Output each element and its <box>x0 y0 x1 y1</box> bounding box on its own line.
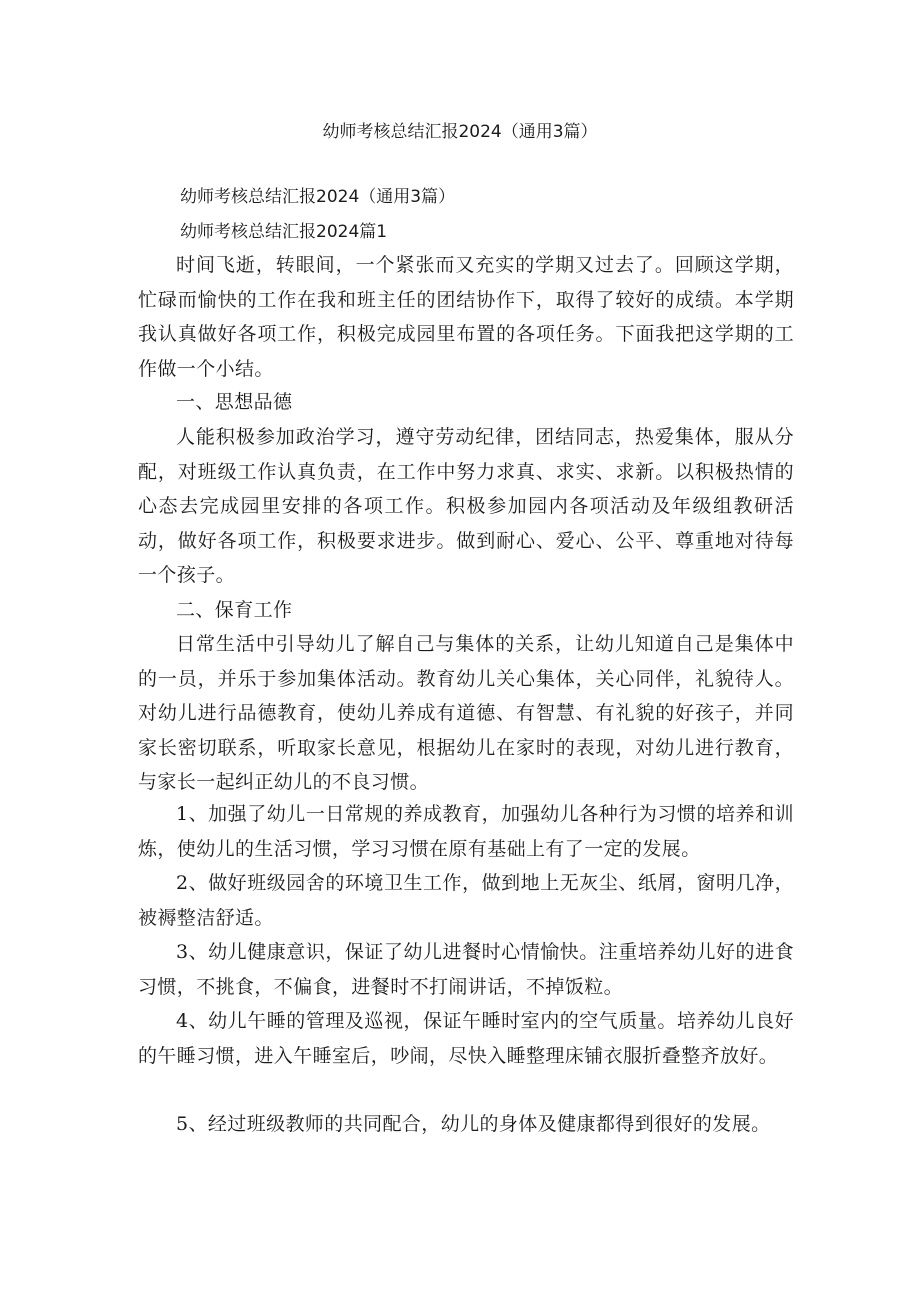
section-body-text: 人能积极参加政治学习，遵守劳动纪律，团结同志，热爱集体，服从分配，对班级工作认真负责，在工作中努力求真、求实、求新。以积极热情的心态去完成园里安排的各项工作。积极参加园内各项活动及年级组教研活动，做好各项工作，积极要求进步。做到耐心、爱心、公平、尊重地对待每一个孩子。 <box>138 426 794 586</box>
section-heading-text: 一、思想品德 <box>176 391 293 413</box>
section-body-text: 日常生活中引导幼儿了解自己与集体的关系，让幼儿知道自己是集体中的一员，并乐于参加集体活动。教育幼儿关心集体，关心同伴，礼貌待人。对幼儿进行品德教育，使幼儿养成有道德、有智慧、有礼貌的好孩子，并同家长密切联系，听取家长意见，根据幼儿在家时的表现，对幼儿进行教育，与家长一起纠正幼儿的不良习惯。 <box>138 633 794 793</box>
section-body-morality <box>138 420 794 593</box>
intro-paragraph <box>138 248 794 386</box>
intro-text: 时间飞逝，转眼间，一个紧张而又充实的学期又过去了。回顾这学期，忙碌而愉快的工作在我和班主任的团结协作下，取得了较好的成绩。本学期我认真做好各项工作，积极完成园里布置的各项任务。下面我把这学期的工作做一个小结。 <box>138 254 794 380</box>
document-subtitle: 幼师考核总结汇报2024（通用3篇） <box>180 187 456 207</box>
list-item <box>138 1107 778 1142</box>
section-heading-morality <box>138 385 794 420</box>
list-item <box>138 797 794 866</box>
section-body-care <box>138 627 794 800</box>
list-item <box>138 1004 794 1073</box>
section-heading-text: 二、保育工作 <box>176 599 293 621</box>
list-item-text: 2、做好班级园舍的环境卫生工作，做到地上无灰尘、纸屑，窗明几净，被褥整洁舒适。 <box>138 872 794 929</box>
list-item-text: 1、加强了幼儿一日常规的养成教育，加强幼儿各种行为习惯的培养和训炼，使幼儿的生活习惯，学习习惯在原有基础上有了一定的发展。 <box>138 803 794 860</box>
list-item-text: 5、经过班级教师的共同配合，幼儿的身体及健康都得到很好的发展。 <box>176 1113 771 1135</box>
list-item <box>138 935 794 1004</box>
list-item-text: 4、幼儿午睡的管理及巡视，保证午睡时室内的空气质量。培养幼儿良好的午睡习惯，进入午睡室后，吵闹，尽快入睡整理床铺衣服折叠整齐放好。 <box>138 1010 794 1067</box>
list-item <box>138 866 794 935</box>
document-title: 幼师考核总结汇报2024（通用3篇） <box>322 122 598 142</box>
article-heading: 幼师考核总结汇报2024篇1 <box>180 222 388 242</box>
list-item-text: 3、幼儿健康意识，保证了幼儿进餐时心情愉快。注重培养幼儿好的进食习惯，不挑食，不偏食，进餐时不打闹讲话，不掉饭粒。 <box>138 941 794 998</box>
section-heading-care <box>138 593 794 628</box>
